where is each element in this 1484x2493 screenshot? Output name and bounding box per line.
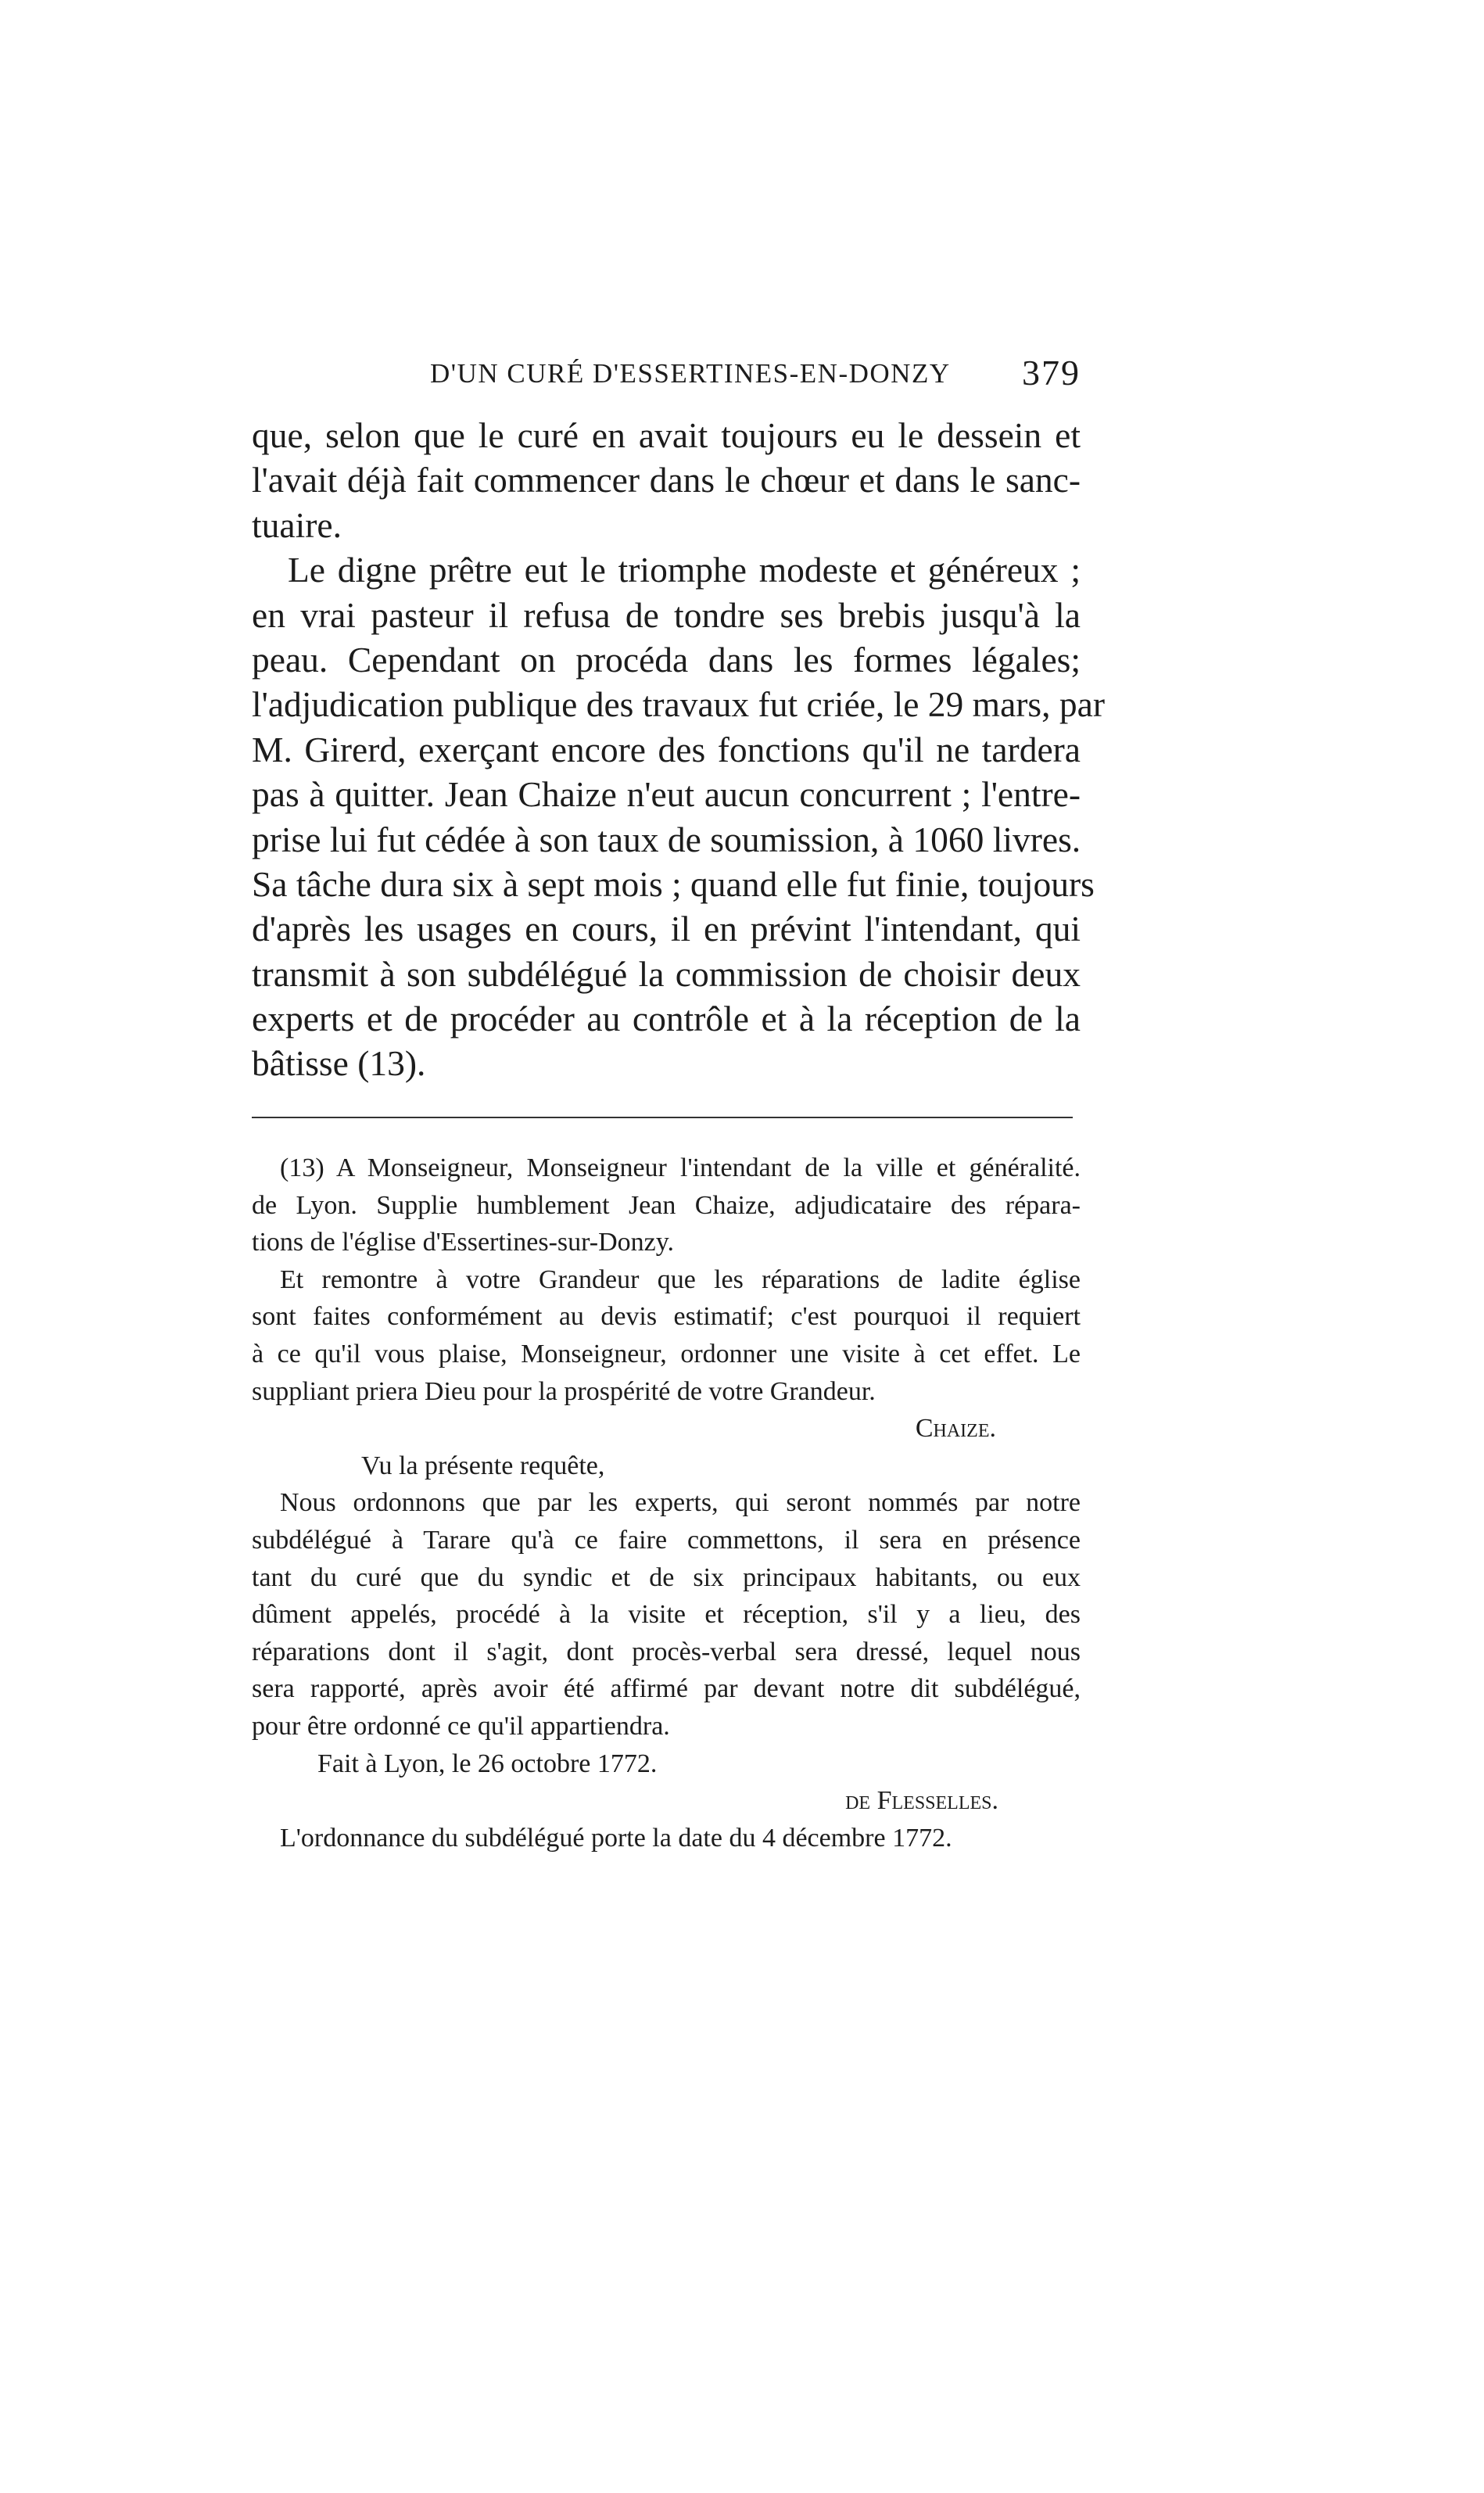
body-line: tuaire. [252,504,342,545]
footnote-line: de Lyon. Supplie humblement Jean Chaize, adjudicataire des répara- [252,1190,1081,1220]
body-line: l'avait déjà fait commencer dans le chœur et dans le sanc- [252,460,1081,500]
footnote-line: L'ordonnance du subdélégué porte la date du 4 décembre 1772. [280,1823,952,1853]
footnote-line: réparations dont il s'agit, dont procès-verbal sera dressé, lequel nous [252,1637,1081,1666]
page-header [252,352,1081,407]
footnote-line: Fait à Lyon, le 26 octobre 1772. [317,1749,658,1778]
body-line: bâtisse (13). [252,1043,426,1084]
footnote-line: Et remontre à votre Grandeur que les réparations de ladite église [280,1264,1081,1294]
footnote-line: à ce qu'il vous plaise, Monseigneur, ordonner une visite à cet effet. Le [252,1339,1081,1368]
body-line: peau. Cependant on procéda dans les formes légales; [252,639,1081,680]
running-title: D'UN CURÉ D'ESSERTINES-EN-DONZY [430,358,951,389]
footnote-line: dûment appelés, procédé à la visite et réception, s'il y a lieu, des [252,1600,1081,1630]
body-line: transmit à son subdélégué la commission de choisir deux [252,953,1081,994]
body-line: en vrai pasteur il refusa de tondre ses brebis jusqu'à la [252,594,1081,635]
body-line: d'après les usages en cours, il en prévint l'intendant, qui [252,909,1081,949]
body-line: pas à quitter. Jean Chaize n'eut aucun concurrent ; l'entre- [252,774,1081,815]
body-line: M. Girerd, exerçant encore des fonctions qu'il ne tardera [252,729,1081,769]
footnote-line: pour être ordonné ce qu'il appartiendra. [252,1711,670,1741]
signature-flesselles: de Flesselles. [845,1786,998,1816]
main-text [252,413,1105,1086]
footnote [252,1150,1081,1856]
footnote-divider [252,1117,1073,1118]
body-line: prise lui fut cédée à son taux de soumission, à 1060 livres. [252,819,1081,859]
body-line: l'adjudication publique des travaux fut criée, le 29 mars, par [252,684,1105,725]
footnote-line: subdélégué à Tarare qu'à ce faire commettons, il sera en présence [252,1525,1081,1555]
body-line: que, selon que le curé en avait toujours eu le dessein et [252,415,1081,455]
footnote-line: (13) A Monseigneur, Monseigneur l'intendant de la ville et généralité. [280,1153,1081,1182]
body-line: Sa tâche dura six à sept mois ; quand elle fut finie, toujours [252,863,1095,904]
footnote-line: sont faites conformément au devis estimatif; c'est pourquoi il requiert [252,1302,1081,1332]
footnote-line: tions de l'église d'Essertines-sur-Donzy. [252,1228,675,1257]
footnote-line: suppliant priera Dieu pour la prospérité de votre Grandeur. [252,1376,876,1406]
page-number: 379 [1022,353,1081,393]
footnote-line: sera rapporté, après avoir été affirmé par devant notre dit subdélégué, [252,1674,1081,1704]
body-line: experts et de procéder au contrôle et à la réception de la [252,999,1081,1039]
body-line: Le digne prêtre eut le triomphe modeste et généreux ; [288,550,1081,590]
footnote-line: Nous ordonnons que par les experts, qui seront nommés par notre [280,1488,1081,1518]
signature-chaize: Chaize. [915,1414,996,1444]
footnote-line: tant du curé que du syndic et de six principaux habitants, ou eux [252,1562,1081,1592]
footnote-line: Vu la présente requête, [361,1451,605,1480]
